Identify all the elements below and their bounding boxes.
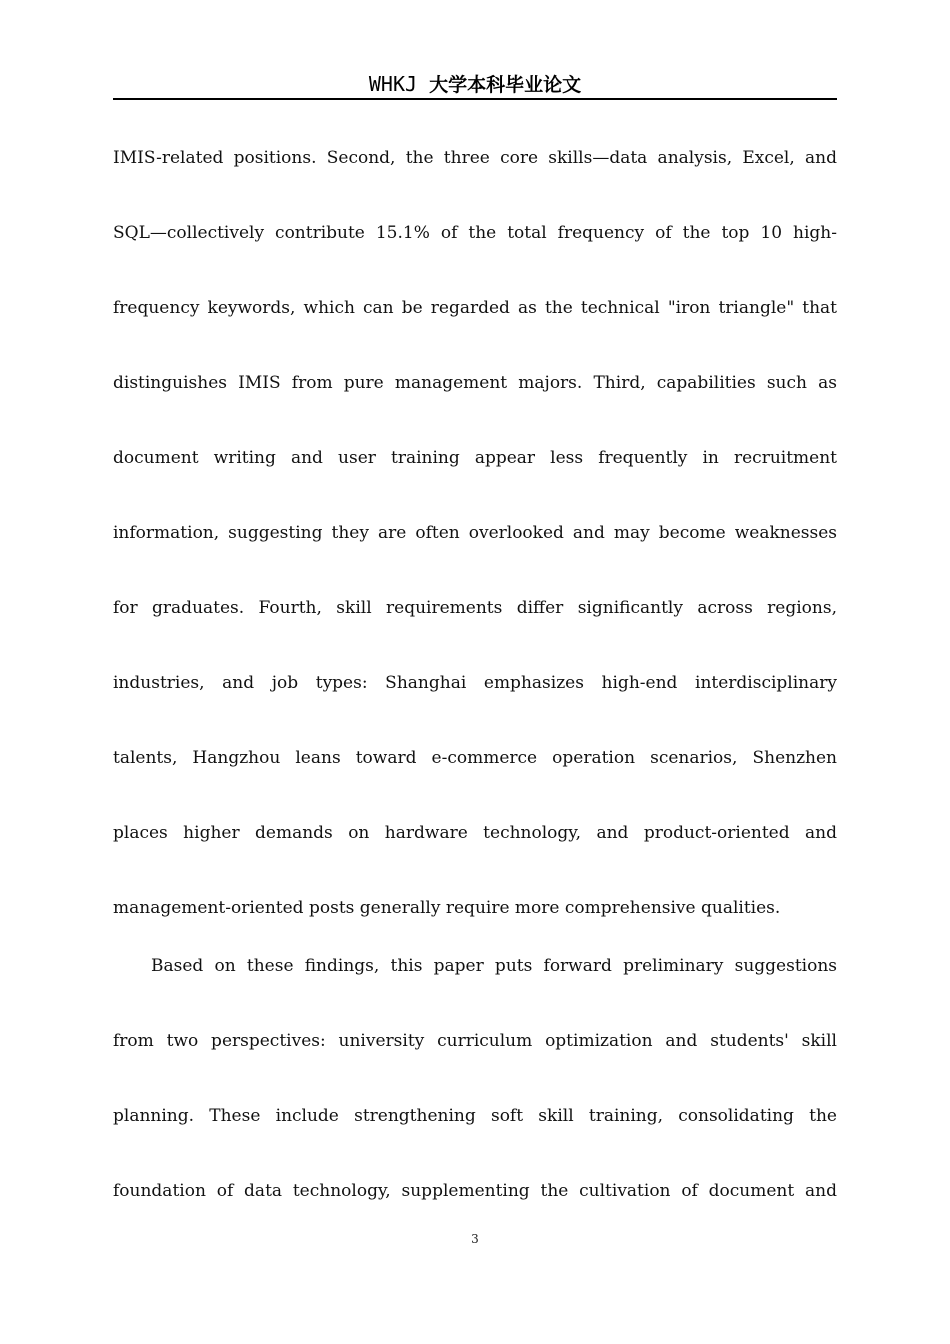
page-number: 3 (471, 1232, 479, 1246)
text-line: information, suggesting they are often overlooked and may become weaknesses (113, 523, 837, 543)
text-line: document writing and user training appear less frequently in recruitment (113, 448, 837, 468)
text-line: places higher demands on hardware technology, and product-oriented and (113, 823, 837, 843)
text-line: management-oriented posts generally require more comprehensive qualities. (113, 898, 781, 918)
text-line: frequency keywords, which can be regarded as the technical "iron triangle" that (113, 298, 837, 318)
header-latin: WHKJ (368, 72, 418, 96)
text-line: Based on these findings, this paper puts forward preliminary suggestions (151, 956, 837, 976)
text-line: SQL—collectively contribute 15.1% of the total frequency of the top 10 high- (113, 223, 837, 243)
text-line: planning. These include strengthening soft skill training, consolidating the (113, 1106, 837, 1126)
text-line: IMIS-related positions. Second, the three core skills—data analysis, Excel, and (113, 148, 837, 168)
text-line: from two perspectives: university curriculum optimization and students' skill (113, 1031, 837, 1051)
text-line: industries, and job types: Shanghai emphasizes high-end interdisciplinary (113, 673, 837, 693)
paragraph-2 (113, 942, 837, 1242)
text-line: talents, Hangzhou leans toward e-commerce operation scenarios, Shenzhen (113, 748, 837, 768)
paragraph-1 (113, 134, 837, 942)
running-header (113, 70, 837, 100)
text-line: foundation of data technology, supplementing the cultivation of document and (113, 1181, 837, 1201)
header-chinese: 大学本科毕业论文 (429, 74, 582, 96)
body-text (113, 134, 837, 1242)
text-line: for graduates. Fourth, skill requirements differ significantly across regions, (113, 598, 837, 618)
text-line: distinguishes IMIS from pure management majors. Third, capabilities such as (113, 373, 837, 393)
